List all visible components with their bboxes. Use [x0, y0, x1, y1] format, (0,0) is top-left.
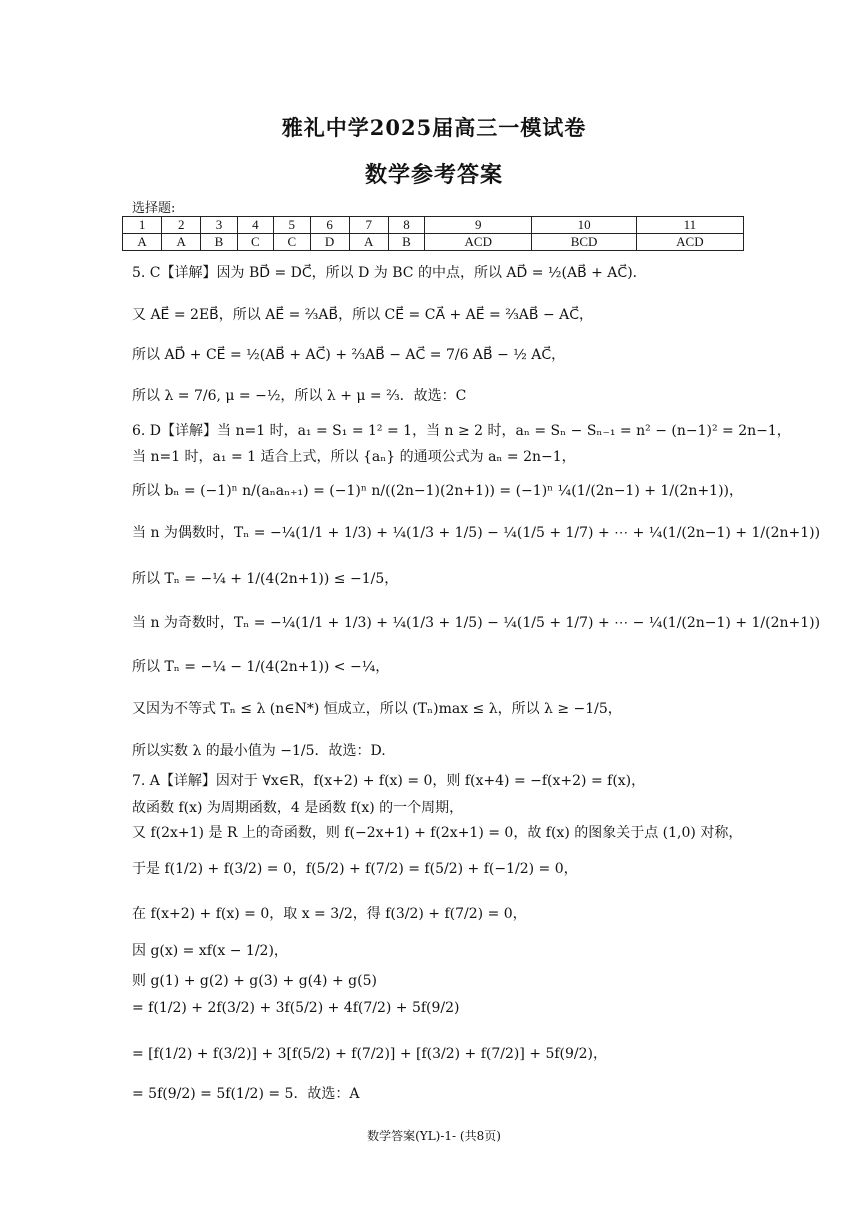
q7-line: = 5f(9/2) = 5f(1/2) = 5．故选：A	[132, 1086, 360, 1102]
table-cell: 2	[162, 217, 201, 234]
table-cell: A	[349, 234, 388, 251]
table-cell: 6	[310, 217, 349, 234]
q6-line: 又因为不等式 Tₙ ≤ λ (n∈N*) 恒成立，所以 (Tₙ)max ≤ λ，所以 λ ≥ −1/5，	[132, 701, 622, 717]
table-cell: D	[310, 234, 349, 251]
table-cell: 4	[237, 217, 273, 234]
exam-title: 雅礼中学2025届高三一模试卷	[281, 115, 587, 140]
table-cell: 8	[388, 217, 424, 234]
q6-line: 所以 Tₙ = −¼ − 1/(4(2n+1)) < −¼，	[132, 659, 390, 675]
q7-line: 7. A【详解】因对于 ∀x∈R，f(x+2) + f(x) = 0，则 f(x+4) = −f(x+2) = f(x)，	[132, 773, 646, 789]
table-cell: C	[237, 234, 273, 251]
table-cell: A	[162, 234, 201, 251]
table-cell: 11	[636, 217, 743, 234]
table-cell: 1	[123, 217, 162, 234]
table-cell: 3	[201, 217, 237, 234]
table-cell: 9	[425, 217, 532, 234]
q7-line: 又 f(2x+1) 是 R 上的奇函数，则 f(−2x+1) + f(2x+1) = 0，故 f(x) 的图象关于点 (1,0) 对称，	[132, 825, 743, 841]
table-cell: 7	[349, 217, 388, 234]
q5-line: 又 AE⃗ = 2EB⃗，所以 AE⃗ = ⅔AB⃗，所以 CE⃗ = CA⃗ + AE⃗ = ⅔AB⃗ − AC⃗，	[132, 307, 594, 323]
q7-line: 在 f(x+2) + f(x) = 0，取 x = 3/2，得 f(3/2) + f(7/2) = 0，	[132, 906, 527, 922]
table-cell: 10	[532, 217, 636, 234]
q7-line: 故函数 f(x) 为周期函数，4 是函数 f(x) 的一个周期，	[132, 800, 464, 816]
q6-line: 当 n 为偶数时，Tₙ = −¼(1/1 + 1/3) + ¼(1/3 + 1/5) − ¼(1/5 + 1/7) + ⋯ + ¼(1/(2n−1) + 1/(2n+1))	[132, 525, 821, 541]
answer-subtitle: 数学参考答案	[364, 162, 503, 188]
table-cell: BCD	[532, 234, 636, 251]
q7-line: 于是 f(1/2) + f(3/2) = 0，f(5/2) + f(7/2) = f(5/2) + f(−1/2) = 0，	[132, 861, 578, 877]
table-cell: C	[274, 234, 310, 251]
choice-section-label: 选择题:	[132, 201, 176, 216]
table-row-answers	[123, 234, 744, 251]
q6-line: 当 n 为奇数时，Tₙ = −¼(1/1 + 1/3) + ¼(1/3 + 1/5) − ¼(1/5 + 1/7) + ⋯ − ¼(1/(2n−1) + 1/(2n+1))	[132, 615, 821, 631]
table-cell: B	[201, 234, 237, 251]
q5-line: 5. C【详解】因为 BD⃗ = DC⃗，所以 D 为 BC 的中点，所以 AD⃗ = ½(AB⃗ + AC⃗)．	[132, 265, 647, 281]
table-cell: 5	[274, 217, 310, 234]
q6-line: 6. D【详解】当 n=1 时，a₁ = S₁ = 1² = 1，当 n ≥ 2 时，aₙ = Sₙ − Sₙ₋₁ = n² − (n−1)² = 2n−1，	[132, 423, 791, 439]
q6-line: 所以 bₙ = (−1)ⁿ n/(aₙaₙ₊₁) = (−1)ⁿ n/((2n−1)(2n+1)) = (−1)ⁿ ¼(1/(2n−1) + 1/(2n+1))，	[132, 483, 744, 499]
q6-line: 所以实数 λ 的最小值为 −1/5．故选：D.	[132, 743, 386, 759]
q7-line: = f(1/2) + 2f(3/2) + 3f(5/2) + 4f(7/2) + 5f(9/2)	[132, 1000, 460, 1016]
table-cell: ACD	[425, 234, 532, 251]
q6-line: 当 n=1 时，a₁ = 1 适合上式，所以 {aₙ} 的通项公式为 aₙ = 2n−1，	[132, 449, 576, 465]
q7-line: 因 g(x) = xf(x − 1/2)，	[132, 943, 288, 959]
table-row-numbers	[123, 217, 744, 234]
table-cell: B	[388, 234, 424, 251]
table-cell: A	[123, 234, 162, 251]
choice-answer-table	[122, 216, 744, 251]
q7-line: 则 g(1) + g(2) + g(3) + g(4) + g(5)	[132, 973, 377, 989]
page-footer: 数学答案(YL)-1- (共8页)	[367, 1129, 501, 1143]
table-cell: ACD	[636, 234, 743, 251]
q5-line: 所以 λ = 7/6, μ = −½，所以 λ + μ = ⅔．故选：C	[132, 388, 467, 404]
q7-line: = [f(1/2) + f(3/2)] + 3[f(5/2) + f(7/2)] + [f(3/2) + f(7/2)] + 5f(9/2)，	[132, 1046, 608, 1062]
q6-line: 所以 Tₙ = −¼ + 1/(4(2n+1)) ≤ −1/5，	[132, 571, 399, 587]
q5-line: 所以 AD⃗ + CE⃗ = ½(AB⃗ + AC⃗) + ⅔AB⃗ − AC⃗ = 7/6 AB⃗ − ½ AC⃗，	[132, 347, 566, 363]
